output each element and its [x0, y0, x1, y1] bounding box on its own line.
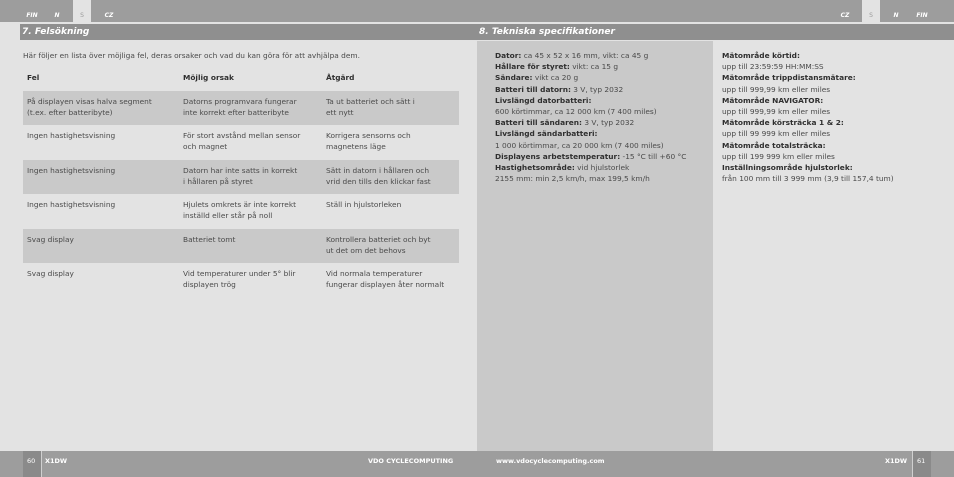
cause-cell-line: i hållaren på styret: [183, 176, 253, 186]
spec-label: Sändare:: [495, 73, 533, 83]
spec-line: [722, 106, 894, 117]
cause-cell-line: och magnet: [183, 142, 228, 152]
remedy-cell: [326, 165, 459, 187]
cause-cell-line: displayen trög: [183, 280, 236, 289]
spec-line: [722, 140, 894, 151]
footer-divider: [41, 451, 42, 477]
page-number-left: 60: [27, 457, 36, 465]
table-row: [23, 125, 459, 159]
spec-value: vikt ca 20 g: [532, 73, 579, 83]
column-header-fault: Fel: [27, 73, 40, 82]
cause-cell-line: Datorn har inte satts in korrekt: [183, 165, 298, 175]
spec-value: vikt: ca 15 g: [569, 62, 619, 72]
cause-cell-line: Batteriet tomt: [183, 234, 236, 244]
remedy-cell: [326, 234, 459, 256]
column-header-cause: Möjlig orsak: [183, 73, 234, 82]
fault-cell: [27, 234, 177, 245]
lang-tab-fin-left[interactable]: FIN: [26, 12, 38, 19]
spec-label: Mätområde totalsträcka:: [722, 140, 826, 150]
table-row: [23, 194, 459, 228]
fault-cell-line: På displayen visas halva segment: [27, 97, 152, 106]
cause-cell-line: inställd eller står på noll: [183, 211, 273, 221]
spec-label: Hastighetsområde:: [495, 163, 575, 173]
spec-value: upp till 999,99 km eller miles: [722, 84, 831, 94]
spec-line: [722, 117, 894, 128]
remedy-cell-line: vrid den tills den klickar fast: [326, 176, 431, 186]
spec-value: upp till 199 999 km eller miles: [722, 151, 835, 161]
remedy-cell-line: Kontrollera batteriet och byt: [326, 234, 431, 244]
spec-label: Displayens arbetstemperatur:: [495, 151, 621, 161]
lang-tab-s-right[interactable]: S: [862, 0, 880, 22]
spec-value: -15 °C till +60 °C: [620, 151, 687, 161]
spec-line: [722, 95, 894, 106]
cause-cell-line: Vid temperaturer under 5° blir: [183, 269, 296, 278]
language-tab-strip: [0, 0, 954, 22]
spec-line: [495, 151, 686, 162]
remedy-cell-line: magnetens läge: [326, 142, 386, 152]
spec-value: från 100 mm till 3 999 mm (3,9 till 157,4 tum): [722, 174, 894, 184]
cause-cell: [183, 130, 321, 152]
table-row: [23, 263, 459, 297]
spec-label: Mätområde körtid:: [722, 51, 800, 60]
spec-label: Batteri till datorn:: [495, 84, 571, 94]
spec-value: 3 V, typ 2032: [570, 84, 624, 94]
section-title-troubleshooting: 7. Felsökning: [20, 24, 477, 40]
spec-line: [722, 61, 894, 72]
spec-line: [495, 61, 686, 72]
spec-line: [495, 162, 686, 173]
fault-cell: [27, 199, 177, 210]
lang-tab-cz-right[interactable]: CZ: [840, 12, 850, 19]
cause-cell-line: För stort avstånd mellan sensor: [183, 131, 301, 141]
spec-value: 2155 mm: min 2,5 km/h, max 199,5 km/h: [495, 174, 650, 184]
table-row: [23, 91, 459, 125]
spec-label: Livslängd sändarbatteri:: [495, 129, 598, 139]
spec-line: [722, 162, 894, 173]
fault-cell-line: Ingen hastighetsvisning: [27, 200, 116, 210]
table-row: [23, 160, 459, 194]
footer-url[interactable]: www.vdocyclecomputing.com: [496, 457, 605, 465]
spec-label: Mätområde trippdistansmätare:: [722, 73, 856, 83]
cause-cell: [183, 234, 321, 245]
footer-model-left: X1DW: [45, 457, 68, 465]
spec-line: [495, 50, 686, 61]
section-title-specifications: 8. Tekniska specifikationer: [477, 24, 954, 40]
fault-cell: [27, 96, 177, 118]
spec-line: [722, 72, 894, 83]
fault-cell: [27, 268, 177, 279]
spec-line: [495, 128, 686, 139]
fault-cell-line: Svag display: [27, 234, 74, 244]
fault-cell-line: Ingen hastighetsvisning: [27, 165, 116, 175]
spec-line: [722, 151, 894, 162]
table-row: [23, 229, 459, 263]
spec-value: 600 körtimmar, ca 12 000 km (7 400 miles): [495, 107, 657, 117]
fault-cell: [27, 130, 177, 141]
spec-line: [495, 173, 686, 184]
spec-label: Livslängd datorbatteri:: [495, 95, 592, 105]
column-header-remedy: Åtgärd: [326, 73, 355, 82]
cause-cell: [183, 199, 321, 221]
spec-value: upp till 99 999 km eller miles: [722, 129, 831, 139]
specifications-column-2: [722, 50, 894, 184]
spec-label: Batteri till sändaren:: [495, 118, 582, 128]
fault-cell-line: Svag display: [27, 269, 74, 278]
page-number-right: 61: [917, 457, 926, 465]
lang-tab-n-right[interactable]: N: [893, 12, 899, 19]
remedy-cell-line: Ställ in hjulstorleken: [326, 200, 402, 210]
spec-line: [495, 95, 686, 106]
spec-line: [495, 140, 686, 151]
cause-cell-line: inte korrekt efter batteribyte: [183, 108, 289, 117]
cause-cell-line: Datorns programvara fungerar: [183, 97, 297, 106]
spec-label: Dator:: [495, 51, 522, 60]
fault-cell: [27, 165, 177, 176]
spec-label: Mätområde körsträcka 1 & 2:: [722, 118, 844, 128]
footer-brand: VDO CYCLECOMPUTING: [368, 457, 454, 465]
cause-cell: [183, 96, 321, 118]
cause-cell: [183, 268, 321, 290]
spec-line: [495, 117, 686, 128]
remedy-cell: [326, 96, 459, 118]
remedy-cell: [326, 268, 459, 290]
spec-label: Inställningsområde hjulstorlek:: [722, 163, 853, 173]
remedy-cell-line: Korrigera sensorns och: [326, 131, 411, 141]
lang-tab-cz-left[interactable]: CZ: [104, 12, 114, 19]
spec-line: [495, 84, 686, 95]
cause-cell-line: Hjulets omkrets är inte korrekt: [183, 200, 297, 210]
troubleshooting-intro: Här följer en lista över möjliga fel, deras orsaker och vad du kan göra för att avhjälpa dem.: [23, 51, 360, 60]
spec-value: upp till 23:59:59 HH:MM:SS: [722, 62, 824, 72]
spec-line: [722, 128, 894, 139]
cause-cell: [183, 165, 321, 187]
remedy-cell-line: fungerar displayen åter normalt: [326, 280, 445, 289]
lang-tab-fin-right[interactable]: FIN: [916, 12, 928, 19]
footer-strip: [0, 451, 954, 477]
remedy-cell: [326, 130, 459, 152]
spec-value: 1 000 körtimmar, ca 20 000 km (7 400 miles): [495, 140, 664, 150]
spec-value: 3 V, typ 2032: [581, 118, 635, 128]
remedy-cell: [326, 199, 459, 210]
spec-line: [495, 72, 686, 83]
fault-cell-line: Ingen hastighetsvisning: [27, 131, 116, 141]
remedy-cell-line: ut det om det behovs: [326, 245, 406, 255]
spec-value: ca 45 x 52 x 16 mm, vikt: ca 45 g: [521, 51, 649, 60]
footer-model-right: X1DW: [885, 457, 908, 465]
remedy-cell-line: Sätt in datorn i hållaren och: [326, 165, 430, 175]
specifications-column-1: [495, 50, 686, 184]
spec-line: [722, 173, 894, 184]
spec-line: [722, 50, 894, 61]
remedy-cell-line: ett nytt: [326, 108, 354, 117]
fault-cell-line: (t.ex. efter batteribyte): [27, 108, 113, 117]
spec-value: vid hjulstorlek: [574, 163, 630, 173]
lang-tab-n-left[interactable]: N: [54, 12, 60, 19]
lang-tab-s-left[interactable]: S: [73, 0, 91, 22]
spec-line: [722, 84, 894, 95]
remedy-cell-line: Vid normala temperaturer: [326, 269, 423, 278]
spec-label: Mätområde NAVIGATOR:: [722, 95, 824, 105]
remedy-cell-line: Ta ut batteriet och sätt i: [326, 97, 415, 106]
spec-value: upp till 999,99 km eller miles: [722, 107, 831, 117]
spec-line: [495, 106, 686, 117]
spec-label: Hållare för styret:: [495, 62, 570, 72]
